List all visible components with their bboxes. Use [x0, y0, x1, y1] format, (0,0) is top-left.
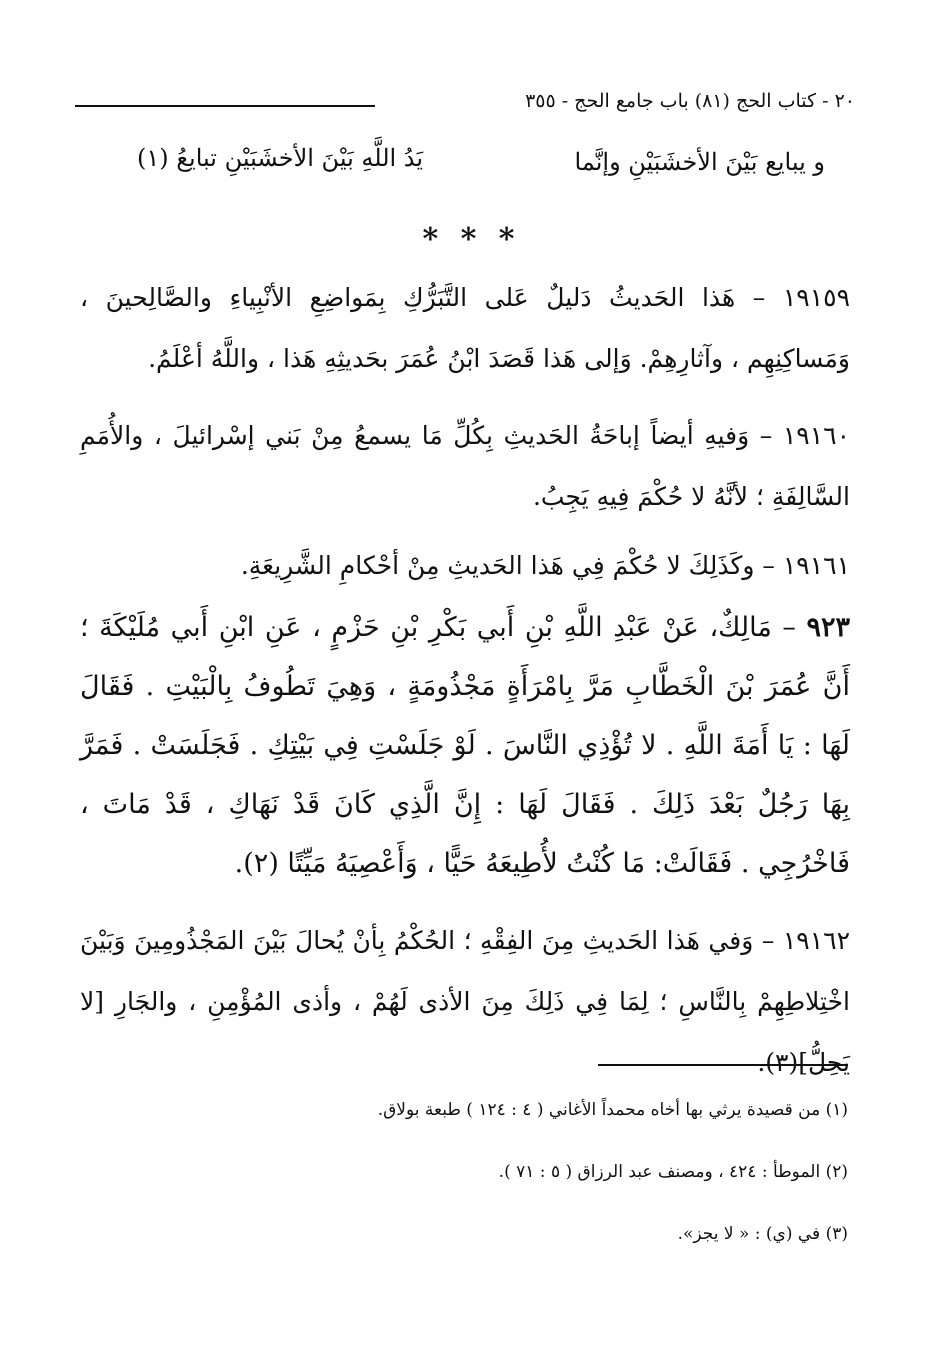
footnote-2: (٢) الموطأ : ٤٢٤ ، ومصنف عبد الرزاق ( ٥ : ٧١ ).	[498, 1162, 848, 1182]
hadith-923	[80, 598, 850, 893]
page-header	[75, 88, 855, 124]
poetry-verse	[105, 140, 825, 190]
footnote-rule	[598, 1064, 848, 1066]
section-separator: * * *	[422, 222, 521, 257]
running-title: ٢٠ - كتاب الحج (٨١) باب جامع الحج - ٣٥٥	[525, 90, 855, 112]
paragraph-19161	[80, 535, 850, 596]
hadith-text: – مَالِكٌ، عَنْ عَبْدِ اللَّهِ بْنِ أَبي بَكْرِ بْنِ حَزْمٍ ، عَنِ ابْنِ أَبي مُلَيْكَةَ ؛ أَنَّ عُمَرَ بْنَ الْخَطَّابِ مَرَّ بِامْرَأَةٍ مَجْذُومَةٍ ، وَهِيَ تَطُوفُ بِالْبَيْتِ . فَقَالَ لَهَا : يَا أَمَةَ اللَّهِ . لا تُؤْذِي النَّاسَ . لَوْ جَلَسْتِ فِي بَيْتِكِ . فَجَلَسَتْ . فَمَرَّ بِهَا رَجُلٌ بَعْدَ ذَلِكَ . فَقَالَ لَهَا : إِنَّ الَّذِي كَانَ قَدْ نَهَاكِ ، قَدْ مَاتَ ، فَاخْرُجِي . فَقَالَتْ: مَا كُنْتُ لأُطِيعَهُ حَيًّا ، وَأَعْصِيَهُ مَيِّتًا (٢).	[80, 612, 850, 879]
paragraph-number: ١٩١٦٠	[782, 421, 851, 450]
hadith-number: ٩٢٣	[806, 612, 850, 643]
footnote-1: (١) من قصيدة يرثي بها أخاه محمداً الأغاني ( ٤ : ١٢٤ ) طبعة بولاق.	[377, 1100, 848, 1120]
paragraph-number: ١٩١٦١	[782, 551, 850, 580]
paragraph-text: – وَفيهِ أيضاً إباحَةُ الحَديثِ بِكُلِّ مَا يسمعُ مِنْ بَني إسْرائيلَ ، والأُمَمِ السَّالِفَةِ ؛ لأنَّهُ لا حُكْمَ فِيهِ يَجِبُ.	[80, 421, 850, 511]
paragraph-number: ١٩١٦٢	[782, 926, 850, 955]
header-rule	[75, 105, 375, 107]
paragraph-text: – وكَذَلِكَ لا حُكْمَ فِي هَذا الحَديثِ مِنْ أحْكامِ الشَّرِيعَةِ.	[240, 551, 775, 580]
footnote-3: (٣) في (ي) : « لا يجز».	[677, 1224, 848, 1244]
paragraph-19159	[80, 267, 850, 389]
verse-hemistich-left: يَدُ اللَّهِ بَيْنَ الأخشَبَيْنِ تبايعُ (١)	[137, 144, 424, 172]
paragraph-19160	[80, 405, 850, 527]
paragraph-text: – وَفي هَذا الحَديثِ مِنَ الفِقْهِ ؛ الحُكْمُ بِأنْ يُحالَ بَيْنَ المَجْذُومِينَ وَبَيْنَ اخْتِلاطِهِمْ بِالنَّاسِ ؛ لِمَا فِي ذَلِكَ مِنَ الأذى لَهُمْ ، وأذى المُؤْمِنِ ، والجَارِ [لا يَحِلُّ](٣).	[80, 926, 850, 1077]
verse-hemistich-right: و يبايع بَيْنَ الأخشَبَيْنِ وإنَّما	[574, 148, 825, 176]
paragraph-text: – هَذا الحَديثُ دَليلٌ عَلى التَّبَرُّكِ بِمَواضِعِ الأنْبِياءِ والصَّالِحينَ ، وَمَساكِنِهِم ، وآثارِهِمْ. وَإلى هَذا قَصَدَ ابْنُ عُمَرَ بحَديثِهِ هَذا ، واللَّهُ أعْلَمُ.	[80, 283, 850, 373]
paragraph-number: ١٩١٥٩	[782, 283, 850, 312]
